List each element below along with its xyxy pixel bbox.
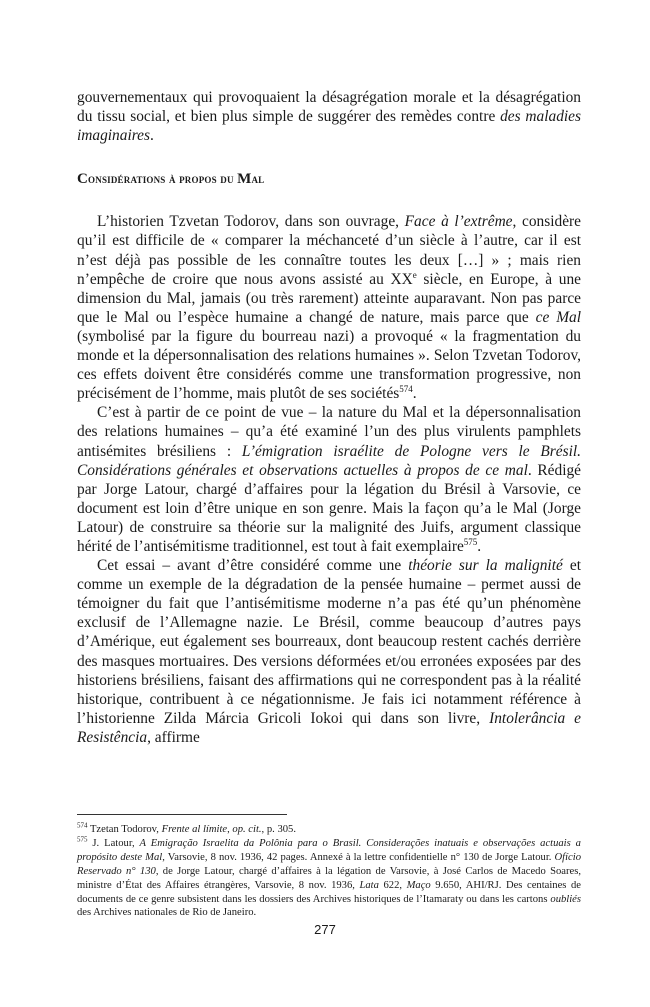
superscript: e [412,269,417,280]
text-italic: op. cit. [232,824,262,835]
text-italic: oubliés [550,893,581,905]
text-italic: A Emigração Israelita da Polônia para o Brasil. Considerações inatuais e observações actuais a propósito deste Mal [77,837,581,863]
text: . Rédigé par Jorge Latour, chargé d’affaires pour la légation du Brésil à Varsovie, ce document est loin d’être unique en son genre. Mais la façon qu’a le Mal (Jorge Latour) de construire sa théorie sur la malignité des Juifs, argument classique hérité de l’antisémitisme traditionnel, est tout à fait exemplaire [77,461,582,555]
page-number: 277 [314,922,336,937]
heading-text: onsidérations à propos du [88,171,238,187]
footnote-number: 574 [77,821,88,830]
text: , Varsovie, 8 nov. 1936, 42 pages. Annexé à la lettre confidentielle n° 130 de Jorge Latour. [162,851,555,863]
text: . [149,127,154,145]
heading-cap: C [77,171,89,188]
text-italic: Ofício Reservado n° 130 [77,851,581,877]
footnote-number: 575 [77,835,88,844]
text-italic: théorie sur la malignité [408,557,563,575]
text-italic: Lata [359,879,379,891]
footnotes [77,814,581,920]
text: , affirme [147,728,200,746]
text-italic: ce Mal [535,308,581,326]
paragraph-intro [77,88,581,145]
text: Cet essai – avant d’être considéré comme une [97,557,409,575]
text: C’est à partir de ce point de vue – la nature du Mal et la dépersonnalisation des relations humaines – qu’a été examiné l’un des plus virulents pamphlets antisémites brésiliens : [77,404,581,460]
text: siècle, en Europe, à une dimension du Mal, jamais (ou très rarement) atteinte auparavant. Non pas parce que le Mal ou l’espèce humaine a changé de nature, mais parce que [77,270,582,326]
text-italic: Face à l’extrême [404,213,513,231]
paragraph-3 [77,556,581,747]
paragraph-1 [77,212,581,403]
text: et comme un exemple de la dégradation de la pensée humaine – permet aussi de témoigner du fait que l’antisémitisme moderne n’a pas été qu’un phénomène exclusif de l’Allemagne nazie. Le Brésil, comme beaucoup d’autres pays d’Amérique, eut également ses bourreaux, dont beaucoup restent cachés derrière des masques mortuaires. Des versions déformées et/ou erronées exposées par des historiens brésiliens, faisant des affirmations qui ne correspondent pas à la réalité historique, contribuent à ce négationnisme. Je fais ici notamment référence à l’historienne Zilda Márcia Gricoli Iokoi qui dans son livre, [77,557,581,727]
text: , considère qu’il est difficile de « comparer la méchanceté d’un siècle à l’autre, car il est n’est déjà pas possible de les connaître toutes les deux […] » ; mais rien n’empêche de croire que nous avons assisté au XX [77,213,581,288]
paragraph-2 [77,403,581,556]
heading-cap: M [237,171,252,188]
text: . [412,385,417,403]
text: des Archives nationales de Rio de Janeiro. [77,907,257,919]
text: , de Jorge Latour, chargé d’affaires à la légation de Varsovie, à José Carlos de Macedo Soares, ministre d’État des Affaires étrangères, Varsovie, 8 nov. 1936, [77,865,582,891]
footnote-rule [77,814,287,815]
text-italic: des maladies imaginaires [77,108,581,145]
text-italic: Maço [406,879,431,891]
text: . [477,537,482,555]
text: 622, [378,879,407,891]
text-italic: Frente al límite [161,824,228,835]
text-italic: Intolerância e Resistência [77,709,581,746]
heading-text: al [251,171,265,187]
text-italic: L’émigration israélite de Pologne vers le Brésil. Considérations générales et observations actuelles à propos de ce mal [77,442,582,479]
text: Tzetan Todorov, [87,824,162,835]
text: , [227,824,233,835]
text: J. Latour, [87,837,140,849]
footnote-575 [77,837,581,920]
footnote-ref-575[interactable]: 575 [463,536,478,547]
text: L’historien Tzvetan Todorov, dans son ouvrage, [97,213,405,231]
footnote-574 [77,823,581,837]
section-heading [77,169,581,189]
text: , p. 305. [261,824,296,835]
text: 9.650, AHI/RJ. Des centaines de documents de ce genre subsistent dans les dossiers des Archives historiques de l’Itamaraty ou dans les cartons [77,879,581,905]
text: gouvernementaux qui provoquaient la désagrégation morale et la désagrégation du tissu social, et bien plus simple de suggérer des remèdes contre [77,89,581,126]
text: (symbolisé par la figure du bourreau nazi) a provoqué « la fragmentation du monde et la dépersonnalisation des relations humaines ». Selon Tzvetan Todorov, ces effets doivent être considérés comme une transformation progressive, non précisément de l’homme, mais plutôt de ses sociétés [77,327,581,403]
page-body [77,88,581,747]
footnote-ref-574[interactable]: 574 [399,384,413,395]
